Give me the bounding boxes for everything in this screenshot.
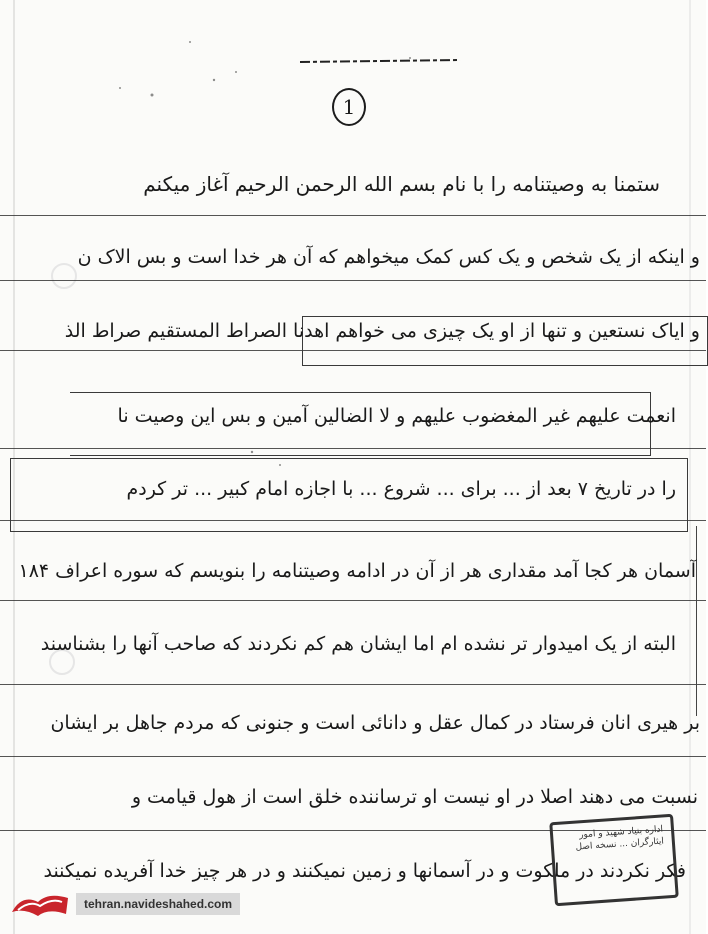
- page-number: 1: [332, 88, 366, 126]
- official-stamp: [549, 814, 679, 906]
- handwritten-line-4: انعمت علیهم غیر المغضوب علیهم و لا الضالین آمین و بس این وصیت نا: [117, 405, 676, 427]
- handwritten-line-6: آسمان هر کجا آمد مقداری هر از آن در ادامه وصیتنامه را بنویسم که سوره اعراف ۱۸۴: [18, 560, 696, 582]
- brand-logo-icon: [8, 888, 74, 920]
- handwritten-line-10: فکر نکردند در ملکوت و در آسمانها و زمین نمیکنند و در هر چیز خدا آفریده نمیکنند: [43, 860, 686, 882]
- stamp-text: اداره بنیاد شهید و امور ایثارگران ... نسخه اصل: [575, 824, 665, 853]
- handwritten-line-8: بر هیری انان فرستاد در کمال عقل و دانائی است و جنونی که مردم جاهل بر ایشان: [50, 712, 700, 734]
- handwritten-line-9: نسبت می دهند اصلا در او نیست او ترساننده خلق است از هول قیامت و: [131, 786, 698, 808]
- ruled-line: [0, 756, 706, 757]
- ruled-line: [0, 600, 706, 601]
- watermark-url[interactable]: tehran.navideshahed.com: [76, 893, 240, 915]
- ruled-line: [0, 280, 706, 281]
- site-watermark: [8, 888, 240, 920]
- ruled-line: [0, 215, 706, 216]
- handwritten-line-7: البته از یک امیدوار تر نشده ام اما ایشان هم کم نکردند که صاحب آنها را بشناسند: [40, 633, 676, 655]
- handwritten-line-2: و اینکه از یک شخص و یک کس کمک میخواهم که آن هر خدا است و بس الاک ن: [77, 246, 700, 268]
- handwritten-line-5: را در تاریخ ۷ بعد از ... برای ... شروع ... با اجازه امام کبیر ... تر کردم: [126, 478, 676, 500]
- ruled-line: [0, 684, 706, 685]
- pasted-strip: [696, 526, 697, 716]
- handwritten-line-3: و ایاک نستعین و تنها از او یک چیزی می خواهم اهدنا الصراط المستقیم صراط الذ: [64, 320, 700, 342]
- handwritten-line-1: ستمنا به وصیتنامه را با نام بسم الله الرحمن الرحیم آغاز میکنم: [143, 172, 660, 196]
